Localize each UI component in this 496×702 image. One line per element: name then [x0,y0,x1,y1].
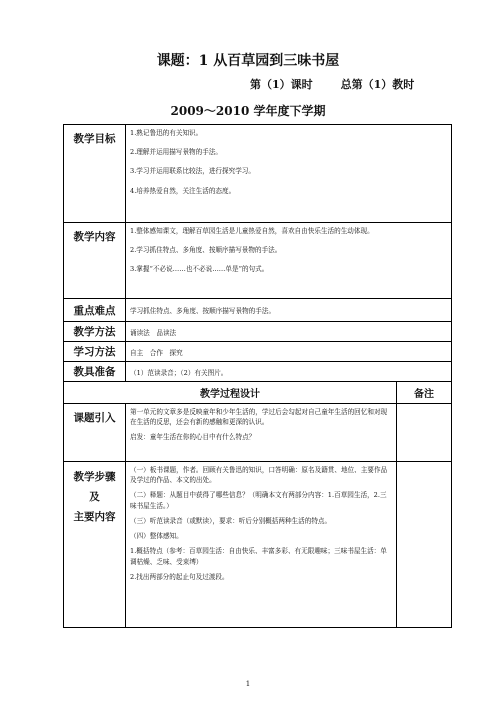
method-value: 诵读法 品读法 [126,322,452,342]
school-year: 2009～2010 学年度下学期 [170,104,326,118]
goals-cell [126,125,452,223]
page-number: 1 [245,680,251,688]
learn-label: 学习方法 [64,342,126,362]
key-label: 重点难点 [64,299,126,322]
goals-row [64,125,452,223]
goals-label: 教学目标 [64,125,126,223]
content-item: 2.学习抓住特点、多角度、按顺序描写景物的手法。 [130,246,282,255]
process-header-row [64,382,452,404]
intro-label: 课题引入 [64,404,126,462]
lesson-plan-table [63,124,452,628]
goal-item: 4.培养热爱自然，关注生活的态度。 [130,186,236,195]
steps-remark [397,462,452,628]
steps-cell [126,462,397,628]
step-item: 1.概括特点（参考：百草园生活：自由快乐、丰富多彩、有无限趣味；三味书屋生活：单调枯燥、乏味、受束缚） [130,547,387,566]
step-item: （一）板书课题，作者。回顾有关鲁迅的知识，口答明确：原名及籍贯、地位、主要作品及学过的作品、本文的出处。 [130,466,388,485]
goal-item: 3.学习并运用联系比较法，进行探究学习。 [130,167,255,176]
goal-item: 1.熟记鲁迅的有关知识。 [130,129,203,137]
period-line [250,76,414,92]
content-label: 教学内容 [64,223,126,299]
steps-row [64,462,452,628]
lesson-title: 课题：1 从百草园到三味书屋 [156,53,340,69]
method-row [64,322,452,342]
steps-label-line: 教学步骤 [73,471,116,483]
lesson-period: 第（1）课时 [250,78,313,91]
key-row [64,299,452,322]
method-label: 教学方法 [64,322,126,342]
learn-value: 自主 合作 探究 [126,342,452,362]
tools-value: （1）范读录音；（2）有关图片。 [126,362,452,382]
intro-remark [397,404,452,462]
steps-label-line: 及 [89,490,100,503]
steps-label [64,462,126,628]
total-period: 总第（1）教时 [340,78,415,91]
intro-line: 第一单元的文章多是反映童年和少年生活的，学过后会勾起对自己童年生活的回忆和对现在生活的反思，还会有新的感触和更深的认识。 [130,408,388,427]
process-header: 教学过程设计 [64,382,397,404]
steps-label-line: 主要内容 [73,510,116,523]
step-item: （三）听范读录音（或默读），要求：听后分别概括两种生活的特点。 [130,516,332,525]
remark-header: 备注 [397,382,452,404]
content-cell [126,223,452,299]
intro-line: 启发：童年生活在你的心目中有什么特点？ [130,433,256,442]
content-item: 3.掌握“不必说……也不必说……单是”的句式。 [130,265,269,274]
step-item: 2.找出两部分的起止句及过渡段。 [130,572,229,581]
key-value: 学习抓住特点、多角度、按顺序描写景物的手法。 [126,299,452,322]
goal-item: 2.理解并运用描写景物的手法。 [130,148,223,157]
learn-row [64,342,452,362]
content-row [64,223,452,299]
tools-row [64,362,452,382]
content-item: 1.整体感知课文，理解百草园生活是儿童热爱自然，喜欢自由快乐生活的生动体现。 [130,227,374,235]
step-item: （二）释题：从题目中获得了哪些信息？（明确本文有两部分内容：1.百草园生活，2.三味书屋生活。） [130,491,387,510]
intro-row [64,404,452,462]
intro-cell [126,404,397,462]
tools-label: 教具准备 [64,362,126,382]
step-item: （四）整体感知。 [130,532,183,541]
